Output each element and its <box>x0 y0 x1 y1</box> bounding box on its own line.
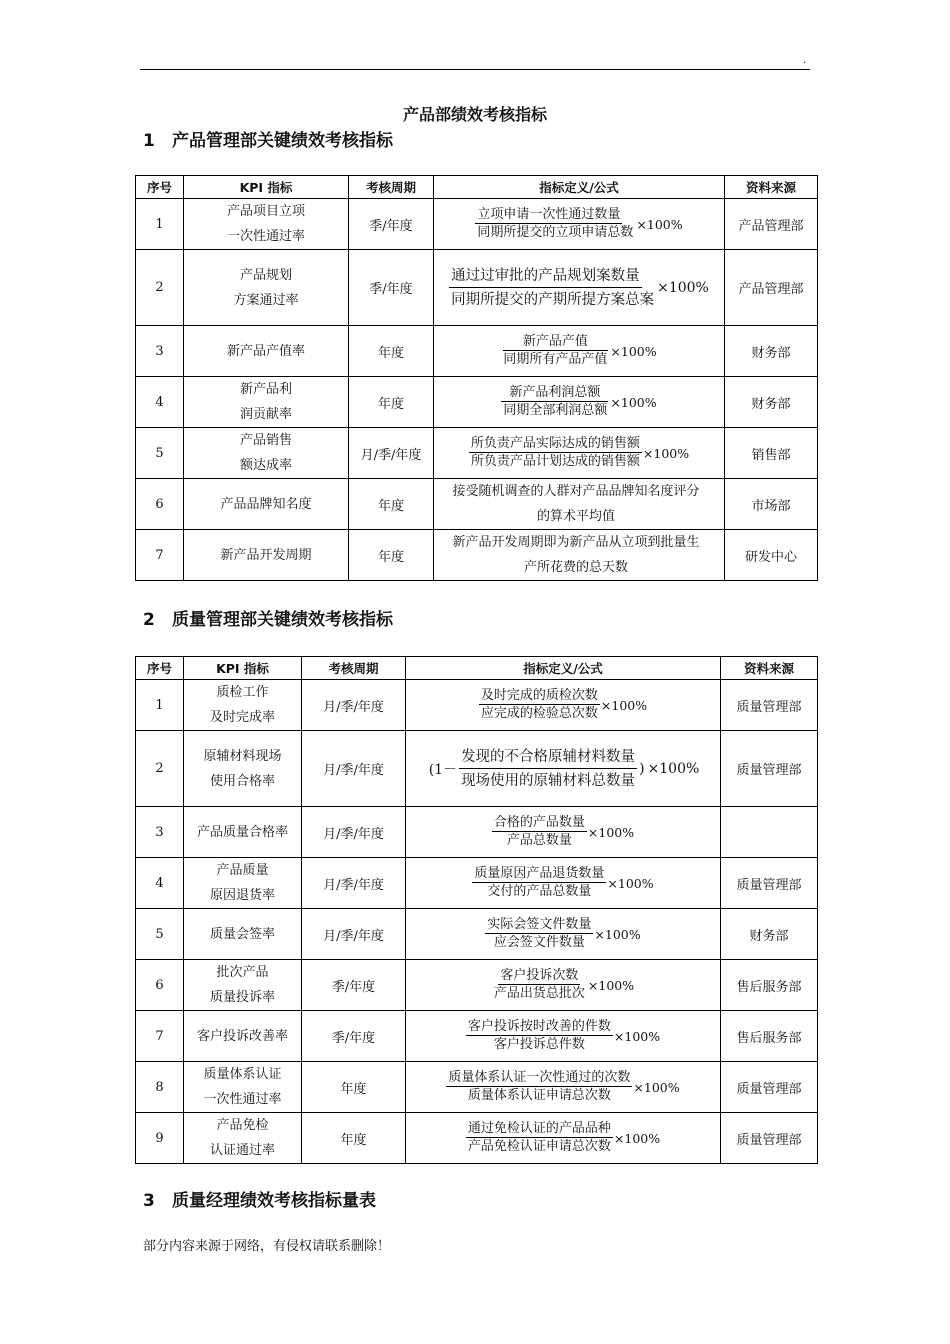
row-no: 2 <box>136 250 184 326</box>
kpi-name-line: 新产品开发周期 <box>220 547 312 563</box>
formula-multiplier: ×100% <box>594 926 641 942</box>
formula-denominator: 交付的产品总数量 <box>487 884 592 899</box>
formula-denominator: 应完成的检验总次数 <box>480 706 598 721</box>
period: 月/季/年度 <box>302 807 406 858</box>
formula-numerator: 通过免检认证的产品品种 <box>467 1121 611 1136</box>
kpi-name-line: 产品销售 <box>239 433 292 448</box>
formula-numerator: 及时完成的质检次数 <box>480 688 598 703</box>
header-rule <box>140 69 810 70</box>
formula-numerator: 合格的产品数量 <box>493 815 585 830</box>
kpi-name-line: 一次性通过率 <box>226 229 305 244</box>
data-source: 产品管理部 <box>725 250 818 326</box>
period: 月/季/年度 <box>302 909 406 960</box>
data-source: 质量管理部 <box>721 1062 818 1113</box>
formula-denominator: 客户投诉总件数 <box>493 1037 585 1052</box>
formula <box>434 199 725 250</box>
kpi-name-line: 质量会签率 <box>209 926 275 942</box>
formula-numerator: 发现的不合格原辅材料数量 <box>459 746 637 769</box>
definition-text <box>434 530 725 581</box>
kpi-name <box>184 479 349 530</box>
formula-multiplier: ×100% <box>610 343 657 359</box>
data-source: 质量管理部 <box>721 858 818 909</box>
formula <box>406 960 721 1011</box>
kpi-name-line: 新产品利 <box>239 382 292 397</box>
formula-multiplier: ×100% <box>587 977 635 993</box>
data-source: 财务部 <box>721 909 818 960</box>
kpi-name <box>184 199 349 250</box>
table-row <box>136 909 818 960</box>
formula <box>406 807 721 858</box>
formula-denominator: 产品免检认证申请总次数 <box>467 1139 611 1154</box>
formula-multiplier: ×100% <box>607 875 654 891</box>
formula-multiplier: ×100% <box>647 760 700 777</box>
formula-denominator: 应会签文件数量 <box>493 935 585 950</box>
formula-multiplier: ×100% <box>633 1079 680 1095</box>
period: 季/年度 <box>349 199 434 250</box>
formula-denominator: 同期所提交的立项申请总数 <box>477 225 634 240</box>
kpi-name-line: 认证通过率 <box>209 1143 275 1158</box>
row-no: 2 <box>136 731 184 807</box>
data-source <box>721 807 818 858</box>
formula-numerator: 客户投诉按时改善的件数 <box>467 1019 611 1034</box>
kpi-name-line: 产品品牌知名度 <box>220 496 312 512</box>
kpi-name-line: 原辅材料现场 <box>203 748 282 764</box>
section-title: 质量经理绩效考核指标量表 <box>172 1191 376 1211</box>
row-no: 8 <box>136 1062 184 1113</box>
kpi-name-line: 额达成率 <box>239 458 292 473</box>
footer-note: 部分内容来源于网络，有侵权请联系删除！ <box>143 1239 391 1254</box>
formula <box>406 731 721 807</box>
row-no: 4 <box>136 858 184 909</box>
table-row <box>136 1062 818 1113</box>
kpi-name <box>184 807 302 858</box>
row-no: 5 <box>136 428 184 479</box>
formula-numerator: 新产品利润总额 <box>501 385 608 402</box>
data-source: 质量管理部 <box>721 680 818 731</box>
formula-numerator: 质量体系认证一次性通过的次数 <box>448 1070 631 1085</box>
table-header-row <box>136 176 818 199</box>
kpi-name <box>184 250 349 326</box>
data-source: 财务部 <box>725 377 818 428</box>
period: 年度 <box>349 530 434 581</box>
formula-prefix: (1－ <box>428 761 458 778</box>
data-source: 售后服务部 <box>721 960 818 1011</box>
formula-denominator: 产品出货总批次 <box>493 986 585 1001</box>
col-header-definition: 指标定义/公式 <box>406 657 721 680</box>
table-row <box>136 428 818 479</box>
section-3-heading <box>143 1186 376 1211</box>
col-header-kpi: KPI 指标 <box>184 657 302 680</box>
formula-denominator: 所负责产品计划达成的销售额 <box>470 454 640 469</box>
row-no: 9 <box>136 1113 184 1164</box>
kpi-name <box>184 326 349 377</box>
formula-numerator: 所负责产品实际达成的销售额 <box>470 436 640 451</box>
data-source: 产品管理部 <box>725 199 818 250</box>
formula-numerator: 质量原因产品退货数量 <box>474 866 605 881</box>
kpi-name <box>184 960 302 1011</box>
formula-multiplier: ×100% <box>600 697 648 713</box>
formula-denominator: 产品总数量 <box>506 833 572 848</box>
kpi-name <box>184 858 302 909</box>
formula-multiplier: ×100% <box>613 1028 661 1044</box>
header-corner-mark: . <box>803 55 807 66</box>
formula-denominator: 同期全部利润总额 <box>503 403 608 418</box>
data-source: 质量管理部 <box>721 731 818 807</box>
formula-denominator: 现场使用的原辅材料总数量 <box>461 772 636 789</box>
data-source: 质量管理部 <box>721 1113 818 1164</box>
row-no: 6 <box>136 479 184 530</box>
formula-multiplier: ×100% <box>613 1130 661 1146</box>
table-row <box>136 731 818 807</box>
formula-multiplier: ×100% <box>657 279 709 296</box>
kpi-name-line: 质检工作 <box>216 685 269 700</box>
period: 季/年度 <box>302 1011 406 1062</box>
section-number: 3 <box>143 1191 155 1211</box>
col-header-no: 序号 <box>136 176 184 199</box>
table-row <box>136 1113 818 1164</box>
data-source: 财务部 <box>725 326 818 377</box>
row-no: 5 <box>136 909 184 960</box>
definition-line: 的算术平均值 <box>536 509 615 524</box>
kpi-name <box>184 1011 302 1062</box>
kpi-name <box>184 731 302 807</box>
formula-numerator: 客户投诉次数 <box>500 968 579 983</box>
table-row <box>136 479 818 530</box>
section-number: 2 <box>143 610 155 630</box>
col-header-kpi: KPI 指标 <box>184 176 349 199</box>
kpi-name-line: 产品质量合格率 <box>196 824 288 840</box>
formula-numerator: 实际会签文件数量 <box>487 917 592 932</box>
period: 年度 <box>349 326 434 377</box>
period: 年度 <box>302 1062 406 1113</box>
data-source: 研发中心 <box>725 530 818 581</box>
col-header-definition: 指标定义/公式 <box>434 176 725 199</box>
kpi-name-line: 方案通过率 <box>233 292 299 308</box>
formula <box>406 858 721 909</box>
kpi-name <box>184 377 349 428</box>
formula <box>406 909 721 960</box>
table-row <box>136 807 818 858</box>
kpi-name-line: 及时完成率 <box>209 710 275 725</box>
kpi-name-line: 产品免检 <box>216 1118 269 1133</box>
row-no: 3 <box>136 326 184 377</box>
formula <box>434 250 725 326</box>
section-number: 1 <box>143 131 155 151</box>
table-row <box>136 960 818 1011</box>
definition-line: 新产品开发周期即为新产品从立项到批量生 <box>452 535 700 550</box>
kpi-name-line: 批次产品 <box>216 965 269 980</box>
formula-suffix: ) <box>639 760 645 777</box>
kpi-name-line: 使用合格率 <box>209 773 275 789</box>
kpi-name-line: 新产品产值率 <box>226 343 305 359</box>
table-row <box>136 326 818 377</box>
table-row <box>136 377 818 428</box>
formula-denominator: 质量体系认证申请总次数 <box>467 1088 611 1103</box>
table-row <box>136 250 818 326</box>
col-header-source: 资料来源 <box>721 657 818 680</box>
product-kpi-table <box>135 175 818 581</box>
period: 年度 <box>349 377 434 428</box>
formula-denominator: 同期所提交的产期所提方案总案 <box>451 291 655 308</box>
period: 年度 <box>302 1113 406 1164</box>
section-title: 质量管理部关键绩效考核指标 <box>172 610 393 630</box>
formula <box>434 326 725 377</box>
quality-kpi-table <box>135 656 818 1164</box>
kpi-name-line: 一次性通过率 <box>203 1092 282 1107</box>
kpi-name-line: 质量体系认证 <box>203 1067 282 1082</box>
kpi-name-line: 产品规划 <box>239 267 292 283</box>
kpi-name <box>184 428 349 479</box>
kpi-name <box>184 530 349 581</box>
row-no: 3 <box>136 807 184 858</box>
col-header-no: 序号 <box>136 657 184 680</box>
formula <box>434 377 725 428</box>
data-source: 销售部 <box>725 428 818 479</box>
period: 月/季/年度 <box>302 731 406 807</box>
formula <box>434 428 725 479</box>
kpi-name-line: 产品质量 <box>216 863 269 878</box>
kpi-name-line: 产品项目立项 <box>226 204 305 219</box>
kpi-name-line: 客户投诉改善率 <box>196 1028 288 1044</box>
formula <box>406 680 721 731</box>
col-header-period: 考核周期 <box>349 176 434 199</box>
formula-numerator: 新产品产值 <box>503 334 608 351</box>
document-title: 产品部绩效考核指标 <box>402 105 547 124</box>
formula-multiplier: ×100% <box>642 445 690 461</box>
table-row <box>136 858 818 909</box>
definition-line: 接受随机调查的人群对产品品牌知名度评分 <box>452 484 700 499</box>
formula <box>406 1011 721 1062</box>
table-row <box>136 199 818 250</box>
period: 年度 <box>349 479 434 530</box>
period: 季/年度 <box>349 250 434 326</box>
data-source: 市场部 <box>725 479 818 530</box>
formula-numerator: 通过过审批的产品规划案数量 <box>449 265 642 288</box>
period: 月/季/年度 <box>302 858 406 909</box>
row-no: 1 <box>136 680 184 731</box>
table-row <box>136 1011 818 1062</box>
data-source: 售后服务部 <box>721 1011 818 1062</box>
definition-text <box>434 479 725 530</box>
period: 季/年度 <box>302 960 406 1011</box>
row-no: 6 <box>136 960 184 1011</box>
section-2-heading <box>143 605 393 630</box>
formula-numerator: 立项申请一次性通过数量 <box>477 207 621 222</box>
formula-multiplier: ×100% <box>587 824 635 840</box>
col-header-period: 考核周期 <box>302 657 406 680</box>
period: 月/季/年度 <box>349 428 434 479</box>
period: 月/季/年度 <box>302 680 406 731</box>
formula-multiplier: ×100% <box>636 216 683 232</box>
kpi-name <box>184 1113 302 1164</box>
row-no: 7 <box>136 530 184 581</box>
definition-line: 产所花费的总天数 <box>523 560 628 575</box>
table-row <box>136 680 818 731</box>
table-header-row <box>136 657 818 680</box>
kpi-name-line: 原因退货率 <box>209 888 275 903</box>
row-no: 1 <box>136 199 184 250</box>
kpi-name-line: 质量投诉率 <box>209 990 275 1005</box>
kpi-name <box>184 1062 302 1113</box>
kpi-name <box>184 909 302 960</box>
row-no: 7 <box>136 1011 184 1062</box>
section-1-heading <box>143 126 393 151</box>
formula-multiplier: ×100% <box>610 394 657 410</box>
formula <box>406 1062 721 1113</box>
formula <box>406 1113 721 1164</box>
kpi-name-line: 润贡献率 <box>239 407 292 422</box>
row-no: 4 <box>136 377 184 428</box>
section-title: 产品管理部关键绩效考核指标 <box>172 131 393 151</box>
formula-denominator: 同期所有产品产值 <box>503 352 608 367</box>
table-row <box>136 530 818 581</box>
kpi-name <box>184 680 302 731</box>
col-header-source: 资料来源 <box>725 176 818 199</box>
